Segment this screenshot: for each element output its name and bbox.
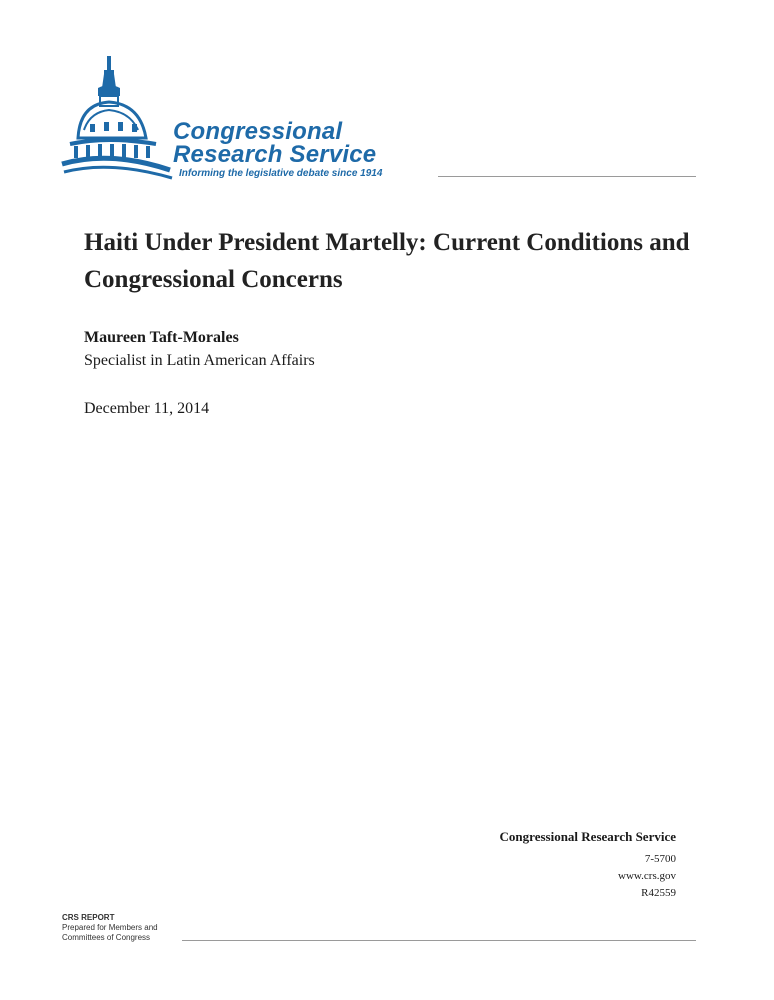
logo-tagline: Informing the legislative debate since 1914	[179, 168, 383, 179]
crs-logo	[60, 52, 700, 187]
prepared-line1: Prepared for Members and	[62, 923, 158, 932]
footer-code: 7-5700	[644, 853, 676, 865]
footer-report-number: R42559	[641, 887, 676, 899]
crs-report-label: CRS REPORT	[62, 913, 115, 922]
tagline-divider	[438, 176, 696, 177]
report-date: December 11, 2014	[84, 400, 210, 417]
prepared-line2: Committees of Congress	[62, 933, 151, 942]
footer-website: www.crs.gov	[618, 870, 676, 882]
report-title: Haiti Under President Martelly: Current Conditions and Congressional Concerns	[84, 229, 690, 293]
footer-org-name: Congressional Research Service	[499, 829, 676, 844]
author-role: Specialist in Latin American Affairs	[84, 352, 315, 369]
logo-name-line2: Research Service	[173, 141, 377, 168]
logo-name-line1: Congressional	[173, 118, 343, 145]
footer-divider	[182, 940, 696, 941]
footer-publisher-info	[500, 829, 676, 902]
crs-report-label-block	[62, 913, 158, 943]
capitol-dome-icon	[60, 52, 175, 187]
author-name: Maureen Taft-Morales	[84, 329, 239, 346]
